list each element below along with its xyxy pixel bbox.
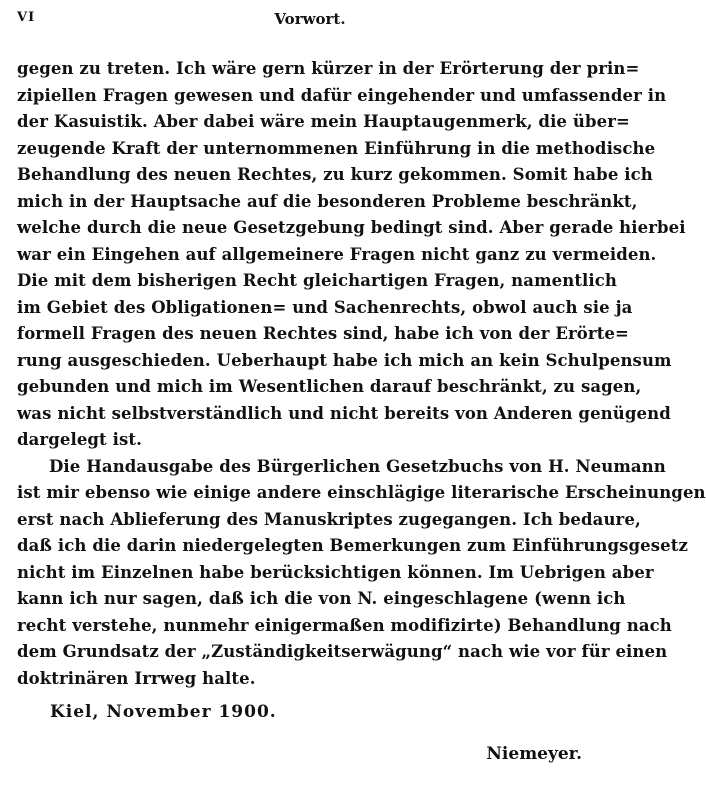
page-header [17,10,603,36]
text-line: war ein Eingehen auf allgemeinere Fragen nicht ganz zu vermeiden. [17,244,657,264]
text-line: Behandlung des neuen Rechtes, zu kurz gekommen. Somit habe ich [17,165,653,184]
text-line: gegen zu treten. Ich wäre gern kürzer in der Erörterung der prin= [17,59,640,78]
text-line: erst nach Ablieferung des Manuskriptes zugegangen. Ich bedaure, [17,509,641,529]
paragraph-1 [17,56,686,454]
text-line: kann ich nur sagen, daß ich die von N. eingeschlagene (wenn ich [17,589,626,608]
text-line: doktrinären Irrweg halte. [17,668,256,688]
text-line: ist mir ebenso wie einige andere einschlägige literarische Erscheinungen [17,483,706,502]
text-line: der Kasuistik. Aber dabei wäre mein Hauptaugenmerk, die über= [17,112,630,131]
text-line: im Gebiet des Obligationen= und Sachenrechts, obwol auch sie ja [17,297,633,317]
dateline: Kiel, November 1900. [50,702,277,722]
text-line: welche durch die neue Gesetzgebung bedingt sind. Aber gerade hierbei [17,218,686,237]
page-number: VI [17,10,36,25]
text-line: Die Handausgabe des Bürgerlichen Gesetzbuchs von H. Neumann [49,456,666,476]
text-line: was nicht selbstverständlich und nicht bereits von Anderen genügend [17,403,671,423]
text-line: zipiellen Fragen gewesen und dafür eingehender und umfassender in [17,85,667,105]
author-signature: Niemeyer. [486,744,582,764]
text-line: dem Grundsatz der „Zuständigkeitserwägung“ nach wie vor für einen [17,642,668,661]
text-line: zeugende Kraft der unternommenen Einführung in die methodische [17,138,656,158]
text-line: gebunden und mich im Wesentlichen darauf beschränkt, zu sagen, [17,377,642,396]
text-line: daß ich die darin niedergelegten Bemerkungen zum Einführungsgesetz [17,536,688,555]
text-line: recht verstehe, nunmehr einigermaßen modifizirte) Behandlung nach [17,615,672,635]
text-line: rung ausgeschieden. Ueberhaupt habe ich mich an kein Schulpensum [17,350,672,370]
body-text [17,56,706,692]
text-line: formell Fragen des neuen Rechtes sind, habe ich von der Erörte= [17,324,629,343]
text-line: dargelegt ist. [17,430,142,449]
text-line: nicht im Einzelnen habe berücksichtigen können. Im Uebrigen aber [17,562,654,582]
text-line: mich in der Hauptsache auf die besonderen Probleme beschränkt, [17,191,638,211]
running-title: Vorwort. [274,10,346,28]
text-line: Die mit dem bisherigen Recht gleichartigen Fragen, namentlich [17,271,618,290]
paragraph-2 [17,454,706,693]
